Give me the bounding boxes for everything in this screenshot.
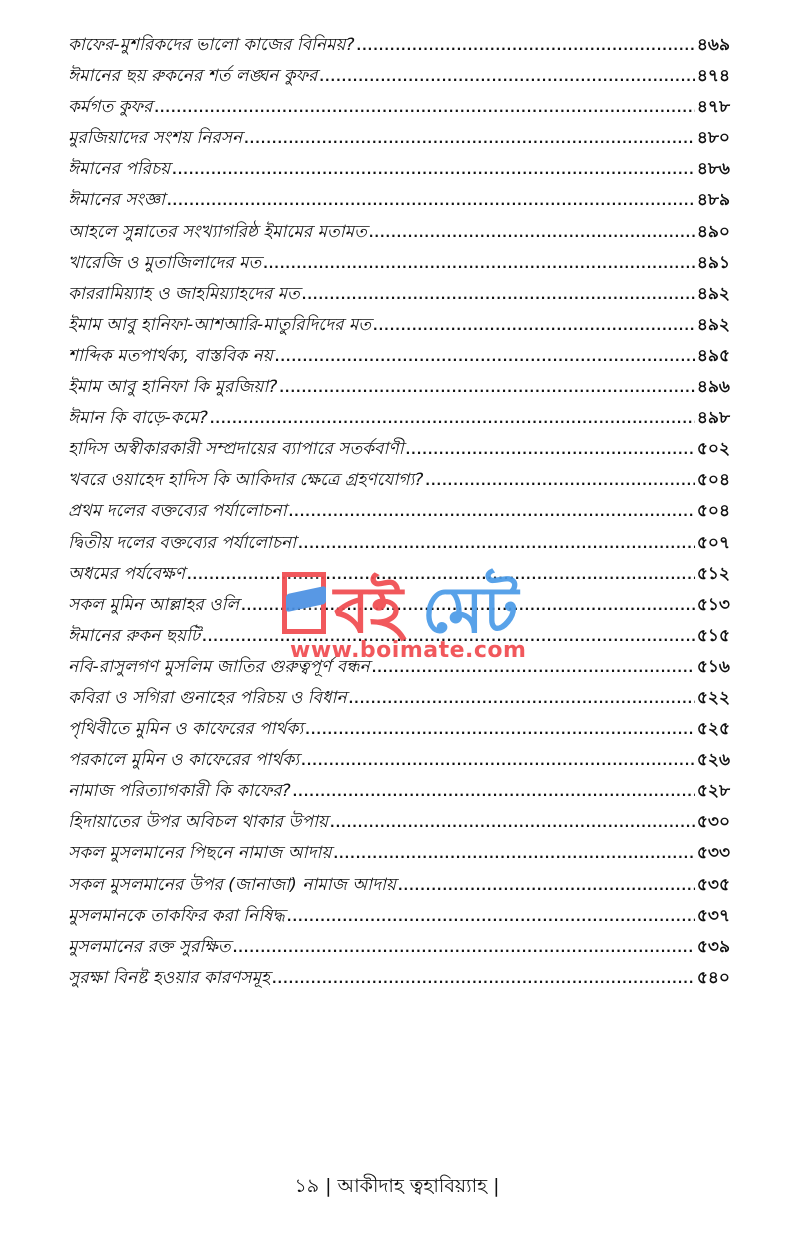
toc-entry-page: ৫১২ [696, 563, 730, 584]
toc-entry-title: মুরজিয়াদের সংশয় নিরসন [68, 128, 243, 149]
toc-entry-page: ৫০৪ [696, 470, 730, 491]
toc-entry[interactable] [68, 154, 730, 185]
leader-dots [263, 249, 695, 280]
toc-entry-title: সকল মুসলমানের উপর (জানাজা) নামাজ আদায় [68, 874, 396, 895]
leader-dots [154, 93, 695, 124]
table-of-contents [68, 30, 730, 994]
toc-entry-page: ৫২২ [696, 687, 730, 708]
toc-entry[interactable] [68, 372, 730, 403]
toc-entry-title: ঈমান কি বাড়ে-কমে? [68, 408, 208, 429]
toc-entry-page: ৪৭৪ [696, 66, 730, 87]
toc-entry-title: ঈমানের ছয় রুকনের শর্ত লঙ্ঘন কুফর [68, 66, 318, 87]
leader-dots [319, 62, 694, 93]
toc-entry-page: ৫০২ [696, 439, 730, 460]
toc-entry[interactable] [68, 92, 730, 123]
watermark-url: www.boimate.com [290, 638, 527, 663]
toc-entry[interactable] [68, 963, 730, 994]
toc-entry-page: ৪৮০ [696, 128, 730, 149]
footer-separator-trailing: | [493, 1175, 500, 1197]
toc-entry[interactable] [68, 652, 730, 683]
toc-entry-page: ৫১৫ [696, 625, 730, 646]
toc-entry[interactable] [68, 932, 730, 963]
leader-dots [293, 777, 695, 808]
toc-entry-page: ৫২৮ [696, 781, 730, 802]
leader-dots [298, 529, 695, 560]
toc-entry[interactable] [68, 310, 730, 341]
leader-dots [210, 404, 695, 435]
toc-entry[interactable] [68, 621, 730, 652]
leader-dots [202, 622, 695, 653]
toc-entry-title: সুরক্ষা বিনষ্ট হওয়ার কারণসমূহ [68, 967, 270, 988]
toc-entry-title: কাফের-মুশরিকদের ভালো কাজের বিনিময়? [68, 35, 355, 55]
leader-dots [272, 964, 695, 995]
toc-entry-page: ৪৯৬ [696, 377, 730, 398]
toc-entry-title: দ্বিতীয় দলের বক্তব্যের পর্যালোচনা [68, 532, 297, 553]
toc-entry-title: ইমাম আবু হানিফা কি মুরজিয়া? [68, 377, 278, 398]
leader-dots [289, 497, 695, 528]
toc-entry[interactable] [68, 217, 730, 248]
toc-entry[interactable] [68, 559, 730, 590]
toc-entry[interactable] [68, 185, 730, 216]
leader-dots [398, 871, 695, 902]
toc-entry-page: ৪৯৮ [696, 408, 730, 429]
leader-dots [287, 902, 695, 933]
page-footer [0, 1172, 800, 1204]
toc-entry-title: খারেজি ও মুতাজিলাদের মত [68, 252, 262, 273]
toc-entry-page: ৫৩০ [696, 812, 730, 833]
leader-dots [425, 466, 694, 497]
toc-entry-page: ৪৬৯ [696, 35, 730, 55]
toc-entry[interactable] [68, 901, 730, 932]
toc-entry[interactable] [68, 30, 730, 61]
toc-entry-title: নবি-রাসুলগণ মুসলিম জাতির গুরুত্বপূর্ণ বন্ধন [68, 656, 370, 677]
toc-entry[interactable] [68, 528, 730, 559]
toc-entry[interactable] [68, 496, 730, 527]
toc-entry[interactable] [68, 807, 730, 838]
toc-entry[interactable] [68, 745, 730, 776]
toc-entry[interactable] [68, 341, 730, 372]
toc-entry-page: ৫৪০ [696, 967, 730, 988]
leader-dots [406, 435, 695, 466]
leader-dots [172, 155, 695, 186]
book-title: আকীদাহ ত্বহাবিয়্যাহ [337, 1175, 488, 1197]
footer-separator: | [325, 1175, 332, 1197]
leader-dots [279, 373, 695, 404]
toc-entry[interactable] [68, 590, 730, 621]
toc-entry-title: কাররামিয়্যাহ ও জাহমিয়্যাহদের মত [68, 283, 300, 304]
leader-dots [330, 808, 695, 839]
toc-entry-page: ৫২৬ [696, 750, 730, 771]
toc-entry-page: ৫৩৯ [696, 936, 730, 957]
toc-entry-title: কর্মগত কুফর [68, 97, 153, 118]
toc-entry-title: ইমাম আবু হানিফা-আশআরি-মাতুরিদিদের মত [68, 314, 372, 335]
leader-dots [373, 311, 695, 342]
page-number: ১৯ [294, 1175, 320, 1197]
toc-entry-title: ঈমানের পরিচয় [68, 159, 171, 180]
toc-entry-page: ৫৩৫ [696, 874, 730, 895]
leader-dots [357, 31, 695, 62]
toc-entry[interactable] [68, 279, 730, 310]
toc-entry[interactable] [68, 838, 730, 869]
toc-entry-page: ৪৯০ [696, 221, 730, 242]
leader-dots [241, 591, 695, 622]
toc-entry-page: ৪৯২ [696, 283, 730, 304]
toc-entry-page: ৫১৩ [696, 594, 730, 615]
toc-entry-page: ৪৭৮ [696, 97, 730, 118]
toc-entry-title: অধমের পর্যবেক্ষণ [68, 563, 185, 584]
leader-dots [167, 186, 695, 217]
leader-dots [233, 933, 695, 964]
toc-entry-page: ৪৯২ [696, 314, 730, 335]
leader-dots [301, 746, 695, 777]
toc-entry-title: মুসলমানের রক্ত সুরক্ষিত [68, 936, 231, 957]
toc-entry-page: ৫১৬ [696, 656, 730, 677]
toc-entry-page: ৪৮৯ [696, 190, 730, 211]
toc-entry[interactable] [68, 714, 730, 745]
toc-entry-page: ৫৩৩ [696, 843, 730, 864]
toc-entry[interactable] [68, 61, 730, 92]
toc-entry-page: ৪৯১ [696, 252, 730, 273]
toc-entry[interactable] [68, 434, 730, 465]
toc-entry-title: নামাজ পরিত্যাগকারী কি কাফের? [68, 781, 291, 802]
leader-dots [349, 684, 695, 715]
toc-entry-title: হিদায়াতের উপর অবিচল থাকার উপায় [68, 812, 329, 833]
logo-text-blue: মেট [422, 574, 519, 648]
toc-entry-title: ঈমানের সংজ্ঞা [68, 190, 165, 211]
toc-entry[interactable] [68, 776, 730, 807]
toc-entry-title: শাব্দিক মতপার্থক্য, বাস্তবিক নয় [68, 345, 273, 366]
leader-dots [187, 560, 695, 591]
leader-dots [372, 653, 695, 684]
toc-entry-page: ৪৮৬ [696, 159, 730, 180]
logo-text-red: বই [334, 574, 403, 648]
toc-entry-title: হাদিস অস্বীকারকারী সম্প্রদায়ের ব্যাপারে সতর্কবাণী [68, 439, 404, 460]
toc-entry-page: ৫২৫ [696, 719, 730, 740]
leader-dots [305, 715, 695, 746]
leader-dots [244, 124, 695, 155]
toc-entry-page: ৫০৭ [696, 532, 730, 553]
toc-entry-page: ৫৩৭ [696, 905, 730, 926]
toc-entry[interactable] [68, 123, 730, 154]
toc-entry-title: ঈমানের রুকন ছয়টি [68, 625, 201, 646]
leader-dots [369, 218, 695, 249]
leader-dots [302, 280, 695, 311]
toc-entry-title: মুসলমানকে তাকফির করা নিষিদ্ধ [68, 905, 285, 926]
toc-entry-title: পরকালে মুমিন ও কাফেরের পার্থক্য [68, 750, 300, 771]
toc-entry[interactable] [68, 683, 730, 714]
leader-dots [275, 342, 695, 373]
toc-entry[interactable] [68, 870, 730, 901]
toc-entry-title: সকল মুসলমানের পিছনে নামাজ আদায় [68, 843, 332, 864]
toc-entry-title: আহলে সুন্নাতের সংখ্যাগরিষ্ঠ ইমামের মতামত [68, 221, 367, 242]
toc-entry[interactable] [68, 248, 730, 279]
toc-entry-title: খবরে ওয়াহেদ হাদিস কি আকিদার ক্ষেত্রে গ্রহণযোগ্য? [68, 470, 424, 491]
toc-entry-title: সকল মুমিন আল্লাহর ওলি [68, 594, 240, 615]
toc-entry-title: প্রথম দলের বক্তব্যের পর্যালোচনা [68, 501, 287, 522]
toc-entry[interactable] [68, 465, 730, 496]
leader-dots [333, 839, 694, 870]
toc-entry-page: ৫০৪ [696, 501, 730, 522]
toc-entry-title: পৃথিবীতে মুমিন ও কাফেরের পার্থক্য [68, 719, 304, 740]
toc-entry[interactable] [68, 403, 730, 434]
toc-entry-title: কবিরা ও সগিরা গুনাহের পরিচয় ও বিধান [68, 687, 347, 708]
toc-entry-page: ৪৯৫ [696, 345, 730, 366]
